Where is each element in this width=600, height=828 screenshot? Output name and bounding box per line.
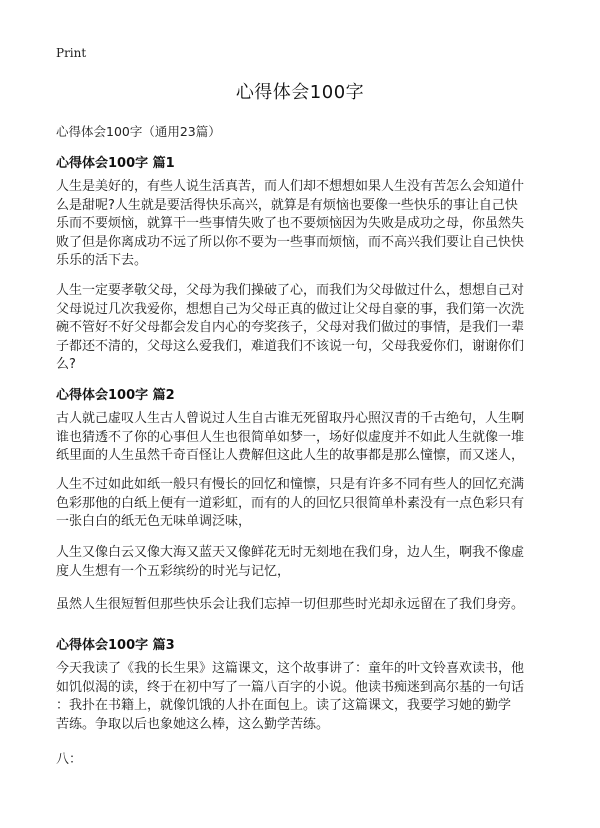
text-line: 乐乐的活下去。 <box>56 253 148 268</box>
document-subtitle: 心得体会100字（通用23篇） <box>56 124 221 139</box>
text-line: 虽然人生很短暂但那些快乐会让我们忘掉一切但那些时光却永远留在了我们身旁。 <box>56 597 525 612</box>
section-2-paragraph-1 <box>56 410 556 466</box>
text-line: 如饥似渴的读，终于在初中写了一篇八百字的小说。他读书痴迷到高尔基的一句话 <box>56 679 525 695</box>
section-2-paragraph-3 <box>56 544 556 581</box>
text-line: 乐而不要烦恼，就算干一些事情失败了也不要烦恼因为失败是成功之母，你虽然失 <box>56 216 525 231</box>
section-heading-3: 心得体会100字 篇3 <box>56 638 175 653</box>
print-link[interactable]: Print <box>56 46 87 60</box>
text-line: 今天我读了《我的长生果》这篇课文，这个故事讲了：童年的叶文铃喜欢读书，他 <box>56 661 525 676</box>
text-line: 谁也猜透不了你的心事但人生也很简单如梦一，场好似虚度并不如此人生就像一堆 <box>56 429 525 445</box>
text-line: 度人生想有一个五彩缤纷的时光与记忆， <box>56 563 291 579</box>
text-line: 么是甜呢?人生就是要活得快乐高兴，就算是有烦恼也要像一些快乐的事让自己快 <box>56 197 518 213</box>
text-line: 苦练。争取以后也象她这么棒，这么勤学苦练。 <box>56 716 330 732</box>
text-line: 父母说过几次我爱你，想想自己为父母正真的做过让父母自豪的事，我们第一次洗 <box>56 301 525 317</box>
text-line: 碗不管好不好父母都会发自内心的夸奖孩子，父母对我们做过的事情，是我们一辈 <box>56 320 525 335</box>
section-1-paragraph-2 <box>56 282 556 375</box>
text-line: ：我扑在书籍上，就像饥饿的人扑在面包上。读了这篇课文，我要学习她的勤学 <box>56 698 512 713</box>
text-line: 纸里面的人生虽然千奇百怪让人费解但这此人生的故事都是那么憧懔，而又迷人， <box>56 448 525 463</box>
section-2-paragraph-4 <box>56 596 556 615</box>
page-title: 心得体会100字 <box>235 82 365 103</box>
text-line: 古人就己虚叹人生古人曾说过人生自古谁无死留取丹心照汉青的千古绝句，人生啊 <box>56 411 525 426</box>
section-3-paragraph-1 <box>56 660 556 734</box>
section-1-paragraph-1 <box>56 178 556 271</box>
section-heading-1: 心得体会100字 篇1 <box>56 156 175 171</box>
text-line: 么? <box>56 357 76 372</box>
section-2-paragraph-2 <box>56 476 556 532</box>
text-line: 败了但是你离成功不远了所以你不要为一些事而烦恼，而不高兴我们要让自己快快 <box>56 234 525 250</box>
text-line: 人生又像白云又像大海又蓝天又像鲜花无时无刻地在我们身，边人生，啊我不像虚 <box>56 545 525 560</box>
text-line: 色彩那他的白纸上便有一道彩虹，而有的人的回忆只很简单朴素没有一点色彩只有 <box>56 495 525 511</box>
text-line: 子都还不清的，父母这么爱我们，难道我们不该说一句，父母我爱你们，谢谢你们 <box>56 338 525 354</box>
text-line: 人生不过如此如纸一般只有慢长的回忆和憧懔，只是有许多不同有些人的回忆充满 <box>56 477 525 492</box>
text-line: 一张白白的纸无色无味单调泛味， <box>56 514 252 529</box>
section-heading-2: 心得体会100字 篇2 <box>56 388 175 403</box>
text-line: 人生是美好的，有些人说生活真苦，而人们却不想想如果人生没有苦怎么会知道什 <box>56 179 525 194</box>
trailing-fragment: 八： <box>56 752 83 767</box>
text-line: 人生一定要孝敬父母，父母为我们操破了心，而我们为父母做过什么，想想自己对 <box>56 283 525 298</box>
